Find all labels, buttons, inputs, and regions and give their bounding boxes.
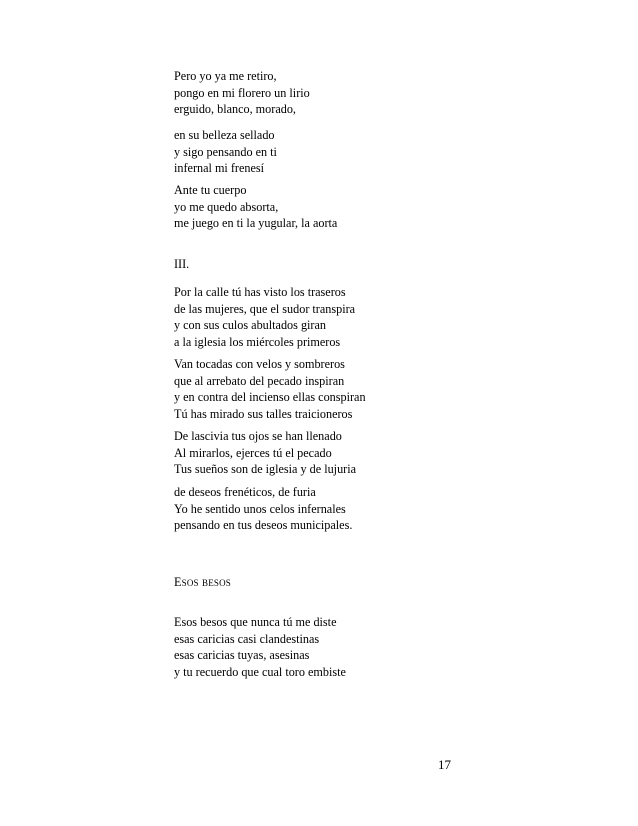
stanza-3 bbox=[174, 182, 554, 232]
verse-line: de deseos frenéticos, de furia bbox=[174, 485, 316, 499]
verse-line: Ante tu cuerpo bbox=[174, 183, 247, 197]
verse-line: y sigo pensando en ti bbox=[174, 144, 277, 159]
verse-line: De lascivia tus ojos se han llenado bbox=[174, 429, 342, 443]
stanza-1 bbox=[174, 68, 554, 118]
sonnet-stanza-4 bbox=[174, 484, 554, 534]
verse-line: Tú has mirado sus talles traicioneros bbox=[174, 406, 353, 421]
poem-stanza-1 bbox=[174, 614, 554, 680]
sonnet-stanza-2 bbox=[174, 356, 554, 422]
verse-line: a la iglesia los miércoles primeros bbox=[174, 334, 341, 349]
sonnet-stanza-3 bbox=[174, 428, 554, 478]
verse-line: Van tocadas con velos y sombreros bbox=[174, 357, 345, 371]
verse-line: Por la calle tú has visto los traseros bbox=[174, 285, 346, 299]
page-number: 17 bbox=[438, 757, 451, 772]
verse-line: Pero yo ya me retiro, bbox=[174, 69, 277, 83]
verse-line: infernal mi frenesí bbox=[174, 161, 265, 175]
verse-line: Esos besos que nunca tú me diste bbox=[174, 615, 337, 629]
verse-line: en su belleza sellado bbox=[174, 128, 275, 142]
verse-line: pongo en mi florero un lirio bbox=[174, 85, 310, 100]
verse-line: y con sus culos abultados giran bbox=[174, 318, 326, 332]
poem-title: Esos besos bbox=[174, 575, 232, 589]
verse-line: Tus sueños son de iglesia y de lujuria bbox=[174, 462, 357, 476]
verse-line: erguido, blanco, morado, bbox=[174, 102, 296, 116]
verse-line: y tu recuerdo que cual toro embiste bbox=[174, 664, 346, 679]
verse-line: y en contra del incienso ellas conspiran bbox=[174, 390, 366, 404]
verse-line: Yo he sentido unos celos infernales bbox=[174, 501, 346, 516]
verse-line: esas caricias casi clandestinas bbox=[174, 631, 320, 646]
verse-line: pensando en tus deseos municipales. bbox=[174, 518, 353, 532]
verse-line: de las mujeres, que el sudor transpira bbox=[174, 301, 356, 316]
section-heading: III. bbox=[174, 257, 190, 271]
verse-line: Al mirarlos, ejerces tú el pecado bbox=[174, 445, 332, 460]
verse-line: yo me quedo absorta, bbox=[174, 199, 279, 214]
verse-line: esas caricias tuyas, asesinas bbox=[174, 648, 310, 662]
stanza-2 bbox=[174, 127, 554, 177]
verse-line: que al arrebato del pecado inspiran bbox=[174, 373, 345, 388]
verse-line: me juego en ti la yugular, la aorta bbox=[174, 216, 338, 230]
sonnet-stanza-1 bbox=[174, 284, 554, 350]
